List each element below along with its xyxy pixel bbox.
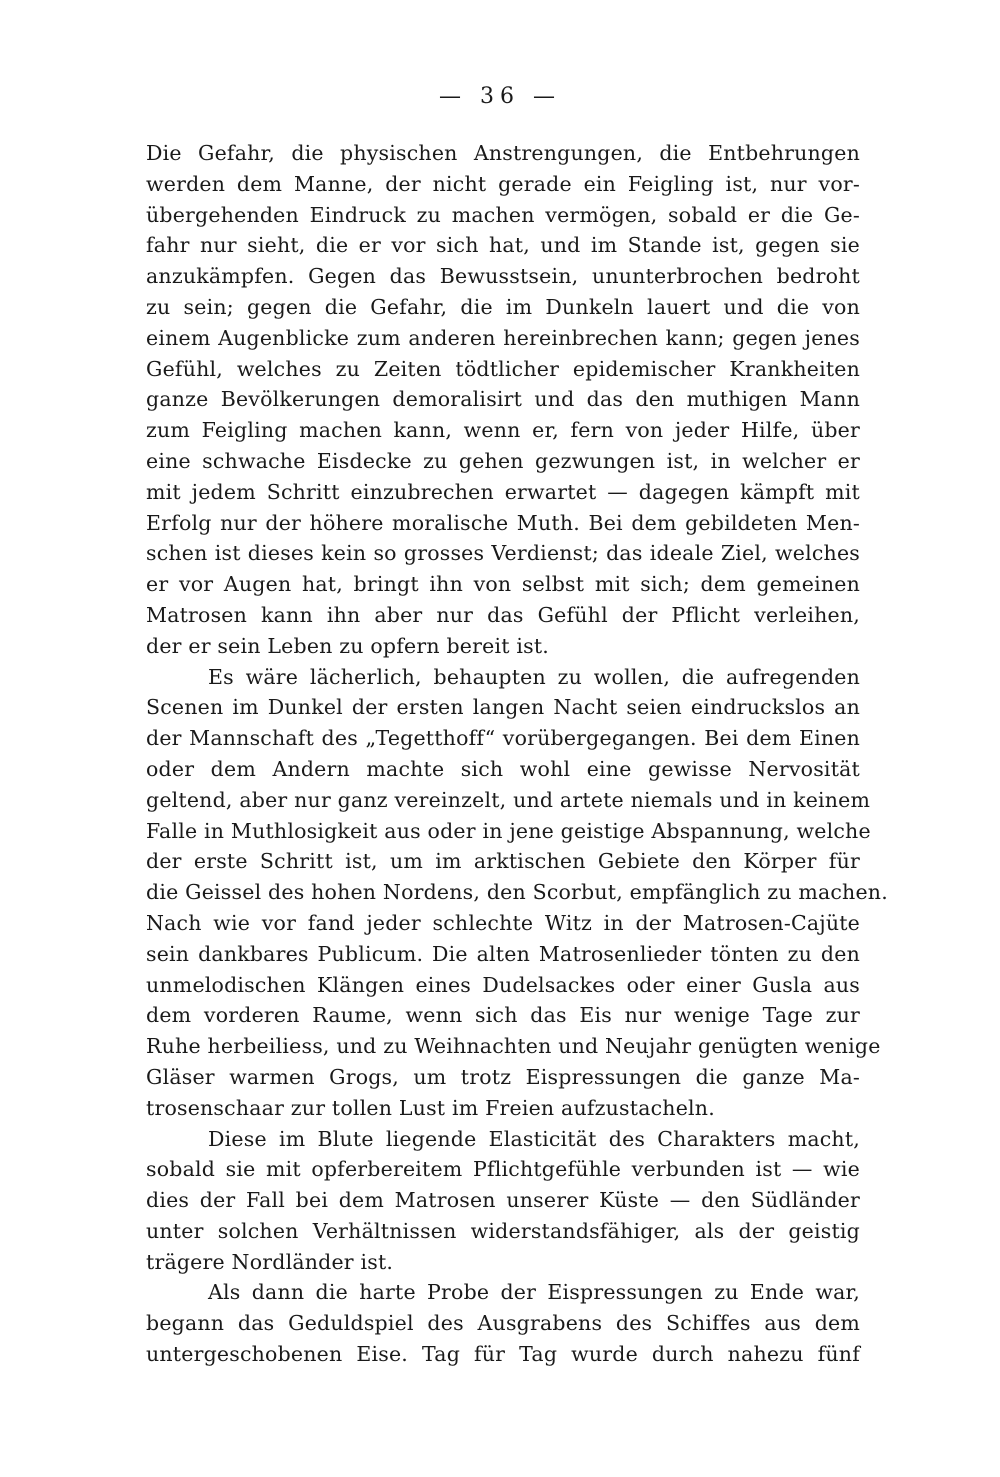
- text-line: Gefühl, welches zu Zeiten tödtlicher epidemischer Krankheiten: [146, 356, 860, 381]
- paragraph: [146, 138, 860, 662]
- text-line: unmelodischen Klängen eines Dudelsackes oder einer Gusla aus: [146, 972, 860, 997]
- text-line: Die Gefahr, die physischen Anstrengungen, die Entbehrungen: [146, 141, 860, 165]
- text-line: ganze Bevölkerungen demoralisirt und das den muthigen Mann: [146, 387, 860, 412]
- text-line: begann das Geduldspiel des Ausgrabens des Schiffes aus dem: [146, 1311, 860, 1336]
- text-line: dies der Fall bei dem Matrosen unserer Küste — den Südländer: [146, 1188, 860, 1213]
- text-line: Es wäre lächerlich, behaupten zu wollen, die aufregenden: [208, 664, 860, 689]
- text-line: untergeschobenen Eise. Tag für Tag wurde durch nahezu fünf: [146, 1342, 860, 1367]
- text-line: die Geissel des hohen Nordens, den Scorbut, empfänglich zu machen.: [146, 880, 888, 905]
- paragraph: [146, 1124, 860, 1278]
- text-line: übergehenden Eindruck zu machen vermögen, sobald er die Ge-: [146, 202, 860, 227]
- text-line: anzukämpfen. Gegen das Bewusstsein, ununterbrochen bedroht: [146, 264, 860, 289]
- text-line: der Mannschaft des „Tegetthoff“ vorübergegangen. Bei dem Einen: [146, 726, 860, 751]
- paragraph: [146, 662, 888, 1124]
- text-line: zum Feigling machen kann, wenn er, fern von jeder Hilfe, über: [146, 418, 860, 443]
- text-line: Matrosen kann ihn aber nur das Gefühl der Pflicht verleihen,: [146, 602, 860, 627]
- text-line: Erfolg nur der höhere moralische Muth. Bei dem gebildeten Men-: [146, 510, 860, 535]
- text-line: Gläser warmen Grogs, um trotz Eispressungen die ganze Ma-: [146, 1064, 860, 1089]
- text-line: dem vorderen Raume, wenn sich das Eis nur wenige Tage zur: [146, 1003, 860, 1028]
- text-line: geltend, aber nur ganz vereinzelt, und artete niemals und in keinem: [146, 787, 871, 812]
- text-line: werden dem Manne, der nicht gerade ein Feigling ist, nur vor-: [146, 171, 860, 196]
- text-line: Falle in Muthlosigkeit aus oder in jene geistige Abspannung, welche: [146, 818, 871, 843]
- text-line: zu sein; gegen die Gefahr, die im Dunkeln lauert und die von: [146, 294, 860, 319]
- text-line: der erste Schritt ist, um im arktischen Gebiete den Körper für: [146, 849, 860, 874]
- text-line: Nach wie vor fand jeder schlechte Witz in der Matrosen-Cajüte: [146, 910, 860, 935]
- paragraph: [146, 1277, 860, 1369]
- text-line: trosenschaar zur tollen Lust im Freien aufzustacheln.: [146, 1095, 715, 1120]
- text-line: oder dem Andern machte sich wohl eine gewisse Nervosität: [146, 756, 860, 781]
- text-line: sein dankbares Publicum. Die alten Matrosenlieder tönten zu den: [146, 941, 860, 966]
- body-text: [146, 138, 888, 1370]
- text-line: der er sein Leben zu opfern bereit ist.: [146, 633, 550, 658]
- text-line: Diese im Blute liegende Elasticität des Charakters macht,: [208, 1126, 860, 1151]
- text-line: eine schwache Eisdecke zu gehen gezwungen ist, in welcher er: [146, 448, 860, 473]
- text-line: sobald sie mit opferbereitem Pflichtgefühle verbunden ist — wie: [146, 1157, 860, 1182]
- text-line: Ruhe herbeiliess, und zu Weihnachten und Neujahr genügten wenige: [146, 1034, 881, 1059]
- text-line: fahr nur sieht, die er vor sich hat, und im Stande ist, gegen sie: [146, 233, 860, 258]
- text-line: er vor Augen hat, bringt ihn von selbst mit sich; dem gemeinen: [146, 572, 860, 597]
- text-line: schen ist dieses kein so grosses Verdienst; das ideale Ziel, welches: [146, 541, 860, 566]
- text-line: Scenen im Dunkel der ersten langen Nacht seien eindruckslos an: [146, 695, 860, 720]
- text-line: trägere Nordländer ist.: [146, 1249, 394, 1274]
- text-line: Als dann die harte Probe der Eispressungen zu Ende war,: [208, 1280, 860, 1305]
- page-number: — 36 —: [439, 84, 561, 109]
- text-line: einem Augenblicke zum anderen hereinbrechen kann; gegen jenes: [146, 325, 860, 350]
- text-line: unter solchen Verhältnissen widerstandsfähiger, als der geistig: [146, 1218, 860, 1243]
- text-line: mit jedem Schritt einzubrechen erwartet — dagegen kämpft mit: [146, 479, 860, 504]
